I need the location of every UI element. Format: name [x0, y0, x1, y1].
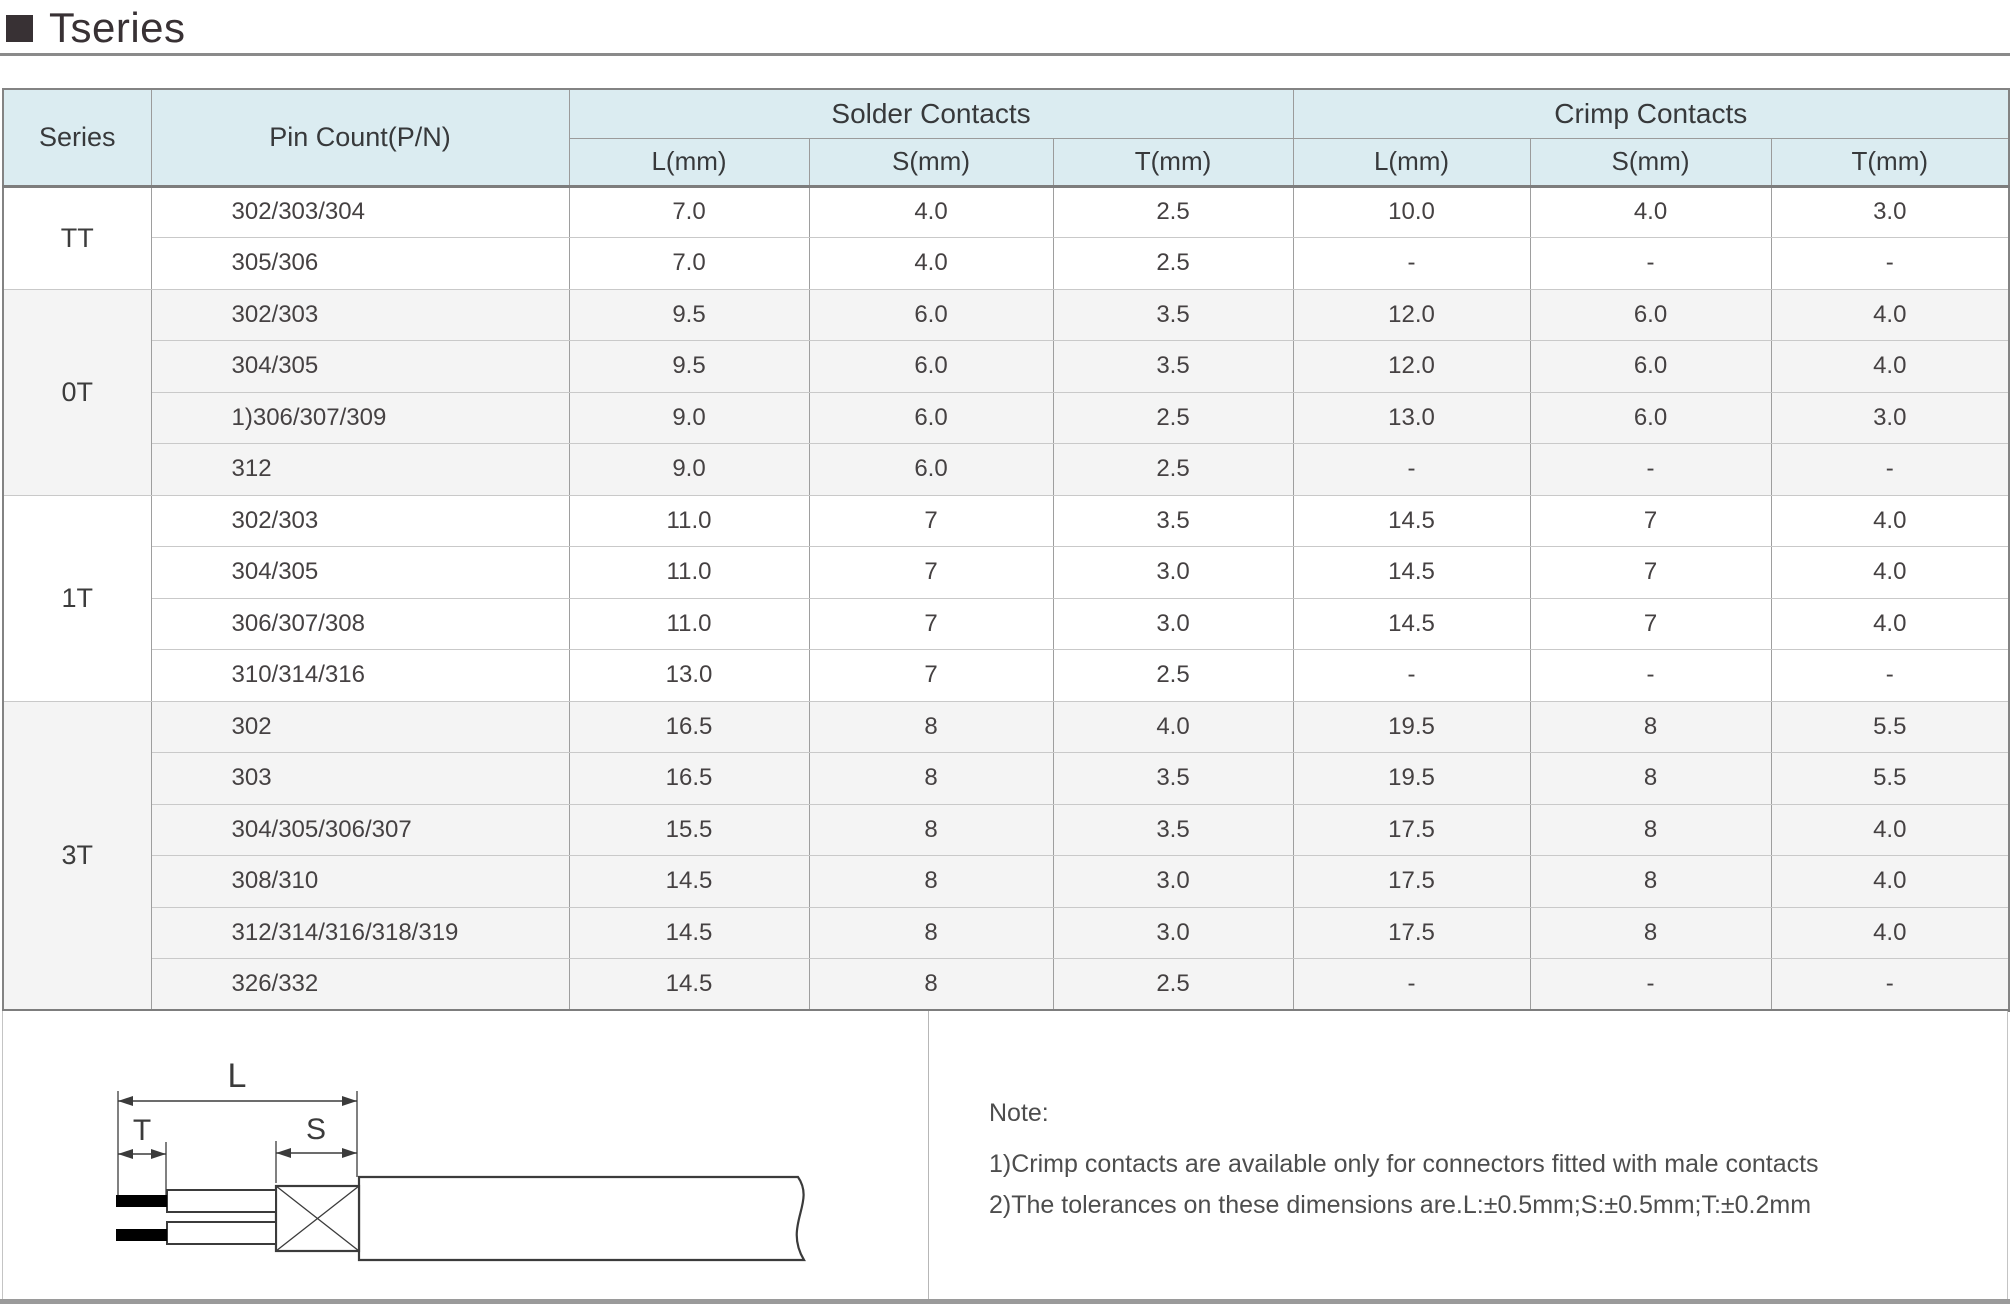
value-cell: 19.5 [1293, 701, 1530, 753]
header-solder-contacts: Solder Contacts [569, 89, 1293, 138]
value-cell: 13.0 [569, 650, 809, 702]
value-cell: 2.5 [1053, 186, 1293, 238]
value-cell: 14.5 [569, 959, 809, 1011]
table-row [3, 959, 2009, 1011]
square-bullet-icon [6, 15, 33, 42]
dimension-diagram-panel [3, 1011, 929, 1299]
pin-count-cell: 305/306 [151, 238, 569, 290]
page-title-row [6, 4, 186, 52]
value-cell: 4.0 [1053, 701, 1293, 753]
value-cell: - [1293, 238, 1530, 290]
dimension-label-l: L [227, 1057, 247, 1095]
value-cell: 8 [809, 701, 1053, 753]
value-cell: 3.0 [1053, 598, 1293, 650]
table-row [3, 495, 2009, 547]
value-cell: 3.5 [1053, 495, 1293, 547]
value-cell: 6.0 [809, 341, 1053, 393]
value-cell: 4.0 [809, 238, 1053, 290]
header-solder-l: L(mm) [569, 138, 809, 186]
value-cell: 4.0 [1530, 186, 1771, 238]
pin-count-cell: 310/314/316 [151, 650, 569, 702]
value-cell: 11.0 [569, 598, 809, 650]
pin-count-cell: 304/305 [151, 547, 569, 599]
value-cell: 2.5 [1053, 650, 1293, 702]
value-cell: 14.5 [1293, 598, 1530, 650]
value-cell: 3.5 [1053, 804, 1293, 856]
value-cell: 9.5 [569, 341, 809, 393]
series-cell-3t: 3T [3, 701, 151, 1010]
value-cell: 16.5 [569, 753, 809, 805]
page-title: Tseries [49, 4, 186, 51]
value-cell: - [1293, 959, 1530, 1011]
value-cell: 8 [809, 907, 1053, 959]
value-cell: 6.0 [1530, 289, 1771, 341]
wire-conductor-upper [116, 1195, 167, 1207]
value-cell: 4.0 [1771, 289, 2009, 341]
value-cell: 14.5 [569, 856, 809, 908]
pin-count-cell: 306/307/308 [151, 598, 569, 650]
value-cell: 14.5 [1293, 495, 1530, 547]
pin-count-cell: 302/303 [151, 289, 569, 341]
value-cell: 3.0 [1771, 392, 2009, 444]
value-cell: 4.0 [809, 186, 1053, 238]
value-cell: 2.5 [1053, 444, 1293, 496]
bottom-panel [2, 1011, 2008, 1299]
dimension-label-s: S [305, 1113, 327, 1146]
value-cell: 4.0 [1771, 856, 2009, 908]
table-row [3, 289, 2009, 341]
note-title: Note: [989, 1099, 1049, 1127]
pin-count-cell: 302/303/304 [151, 186, 569, 238]
page-bottom-rule [0, 1299, 2010, 1304]
pin-count-cell: 312/314/316/318/319 [151, 907, 569, 959]
header-crimp-contacts: Crimp Contacts [1293, 89, 2009, 138]
value-cell: 17.5 [1293, 856, 1530, 908]
pin-count-cell: 312 [151, 444, 569, 496]
wire-conductor-lower [116, 1229, 167, 1241]
value-cell: 6.0 [809, 444, 1053, 496]
value-cell: 9.0 [569, 444, 809, 496]
header-solder-s: S(mm) [809, 138, 1053, 186]
value-cell: 8 [1530, 907, 1771, 959]
value-cell: - [1530, 444, 1771, 496]
value-cell: 6.0 [1530, 392, 1771, 444]
value-cell: 4.0 [1771, 547, 2009, 599]
value-cell: 5.5 [1771, 701, 2009, 753]
value-cell: 15.5 [569, 804, 809, 856]
value-cell: 2.5 [1053, 392, 1293, 444]
table-row [3, 341, 2009, 393]
value-cell: 6.0 [809, 289, 1053, 341]
table-row [3, 753, 2009, 805]
cable-dimension-diagram [3, 1011, 929, 1299]
series-cell-1t: 1T [3, 495, 151, 701]
value-cell: - [1293, 444, 1530, 496]
value-cell: - [1530, 650, 1771, 702]
dimension-label-t: T [132, 1114, 152, 1147]
pin-count-cell: 303 [151, 753, 569, 805]
header-crimp-s: S(mm) [1530, 138, 1771, 186]
value-cell: - [1771, 650, 2009, 702]
value-cell: 4.0 [1771, 907, 2009, 959]
value-cell: 12.0 [1293, 289, 1530, 341]
pin-count-cell: 326/332 [151, 959, 569, 1011]
value-cell: 7 [1530, 495, 1771, 547]
value-cell: 14.5 [1293, 547, 1530, 599]
value-cell: 7.0 [569, 238, 809, 290]
value-cell: 3.0 [1771, 186, 2009, 238]
wire-insulation-upper [167, 1190, 276, 1212]
value-cell: 8 [809, 856, 1053, 908]
header-solder-t: T(mm) [1053, 138, 1293, 186]
value-cell: 7 [809, 495, 1053, 547]
value-cell: - [1530, 238, 1771, 290]
value-cell: 4.0 [1771, 495, 2009, 547]
value-cell: 3.5 [1053, 289, 1293, 341]
note-line-1: 1)Crimp contacts are available only for connectors fitted with male contacts [989, 1150, 1819, 1178]
pin-count-cell: 308/310 [151, 856, 569, 908]
note-panel [929, 1011, 2007, 1299]
value-cell: 6.0 [809, 392, 1053, 444]
value-cell: 8 [1530, 804, 1771, 856]
value-cell: 3.5 [1053, 341, 1293, 393]
value-cell: 4.0 [1771, 804, 2009, 856]
value-cell: 6.0 [1530, 341, 1771, 393]
series-cell-0t: 0T [3, 289, 151, 495]
value-cell: 4.0 [1771, 598, 2009, 650]
cable-jacket-outline [359, 1177, 804, 1260]
table-row [3, 804, 2009, 856]
table-row [3, 650, 2009, 702]
value-cell: 11.0 [569, 547, 809, 599]
value-cell: 3.5 [1053, 753, 1293, 805]
table-row [3, 701, 2009, 753]
note-line-2: 2)The tolerances on these dimensions are.L:±0.5mm;S:±0.5mm;T:±0.2mm [989, 1191, 1812, 1219]
value-cell: 7 [1530, 598, 1771, 650]
value-cell: 8 [809, 804, 1053, 856]
value-cell: 8 [1530, 701, 1771, 753]
value-cell: 3.0 [1053, 907, 1293, 959]
value-cell: 7.0 [569, 186, 809, 238]
header-crimp-l: L(mm) [1293, 138, 1530, 186]
table-row [3, 392, 2009, 444]
pin-count-cell: 302/303 [151, 495, 569, 547]
pin-count-cell: 304/305/306/307 [151, 804, 569, 856]
value-cell: 17.5 [1293, 907, 1530, 959]
value-cell: 3.0 [1053, 856, 1293, 908]
pin-count-cell: 1)306/307/309 [151, 392, 569, 444]
value-cell: 16.5 [569, 701, 809, 753]
value-cell: 17.5 [1293, 804, 1530, 856]
value-cell: - [1530, 959, 1771, 1011]
pin-count-cell: 302 [151, 701, 569, 753]
value-cell: 8 [1530, 753, 1771, 805]
table-row [3, 547, 2009, 599]
value-cell: 2.5 [1053, 238, 1293, 290]
value-cell: 8 [1530, 856, 1771, 908]
dimensions-table [2, 88, 2010, 1012]
value-cell: 3.0 [1053, 547, 1293, 599]
value-cell: 10.0 [1293, 186, 1530, 238]
wire-insulation-lower [167, 1222, 276, 1244]
value-cell: 5.5 [1771, 753, 2009, 805]
value-cell: - [1293, 650, 1530, 702]
value-cell: 7 [1530, 547, 1771, 599]
value-cell: 2.5 [1053, 959, 1293, 1011]
pin-count-cell: 304/305 [151, 341, 569, 393]
header-pin-count: Pin Count(P/N) [151, 89, 569, 186]
value-cell: 4.0 [1771, 341, 2009, 393]
table-row [3, 907, 2009, 959]
value-cell: 14.5 [569, 907, 809, 959]
series-cell-tt: TT [3, 186, 151, 289]
value-cell: 8 [809, 959, 1053, 1011]
value-cell: 19.5 [1293, 753, 1530, 805]
value-cell: - [1771, 238, 2009, 290]
value-cell: 13.0 [1293, 392, 1530, 444]
value-cell: 12.0 [1293, 341, 1530, 393]
value-cell: 9.0 [569, 392, 809, 444]
table-row [3, 444, 2009, 496]
value-cell: 11.0 [569, 495, 809, 547]
table-row [3, 186, 2009, 238]
value-cell: 9.5 [569, 289, 809, 341]
table-row [3, 598, 2009, 650]
header-series: Series [3, 89, 151, 186]
value-cell: 7 [809, 547, 1053, 599]
table-row [3, 238, 2009, 290]
value-cell: 7 [809, 598, 1053, 650]
value-cell: 8 [809, 753, 1053, 805]
value-cell: - [1771, 959, 2009, 1011]
table-row [3, 856, 2009, 908]
title-divider [0, 53, 2010, 56]
value-cell: - [1771, 444, 2009, 496]
header-crimp-t: T(mm) [1771, 138, 2009, 186]
value-cell: 7 [809, 650, 1053, 702]
